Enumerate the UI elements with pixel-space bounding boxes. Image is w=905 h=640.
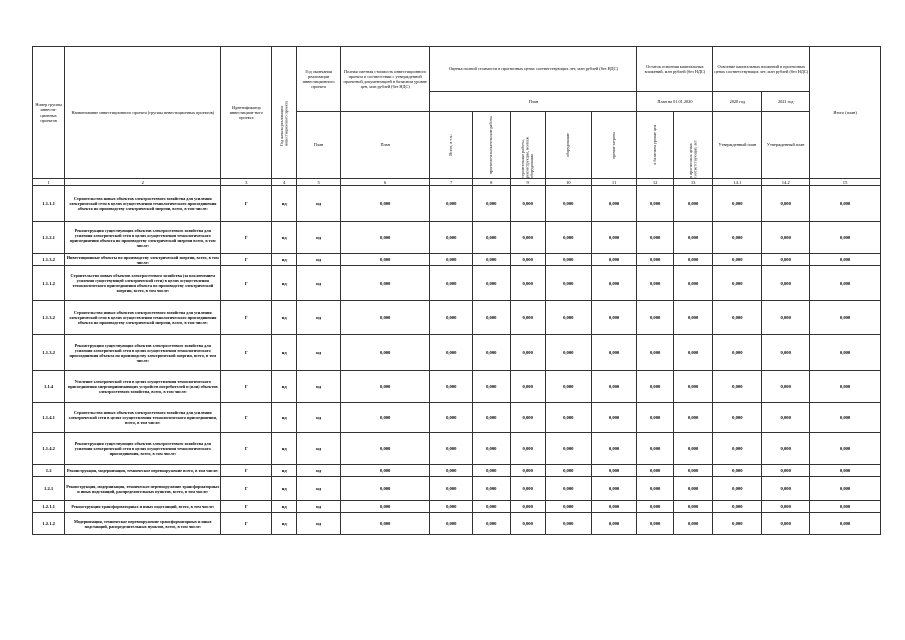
row-value-cell: 0,000	[637, 254, 673, 266]
row-value-cell: 0,000	[713, 186, 762, 222]
row-id-cell: Г	[221, 301, 272, 335]
column-index: 13	[673, 179, 713, 186]
column-index: 2	[65, 179, 221, 186]
row-value-cell: 0,000	[713, 335, 762, 371]
row-value-cell: 0,000	[673, 477, 713, 501]
row-year-end-cell: нд	[297, 301, 341, 335]
header-group-number: Номер группы инвести-ционных проектов	[33, 47, 65, 179]
row-value-cell: 0,000	[340, 266, 429, 301]
row-value-cell: 0,000	[762, 501, 810, 513]
table-row	[33, 301, 881, 335]
row-value-cell: 0,000	[762, 371, 810, 403]
row-value-cell: 0,000	[637, 186, 673, 222]
row-value-cell: 0,000	[673, 433, 713, 465]
row-value-cell: 0,000	[637, 301, 673, 335]
investment-program-table-page	[32, 46, 881, 535]
row-value-cell: 0,000	[545, 477, 591, 501]
row-value-cell: 0,000	[510, 477, 545, 501]
row-value-cell: 0,000	[762, 222, 810, 254]
header-full-cost: Полная сметная стоимость инвестиционного проекта в соответствии с утвержденной проектной документацией в базисном уровне цен, млн рублей (без НДС)	[340, 47, 429, 112]
row-year-start-cell: нд	[272, 335, 297, 371]
row-value-cell: 0,000	[713, 301, 762, 335]
row-value-cell: 0,000	[510, 186, 545, 222]
row-year-start-cell: нд	[272, 501, 297, 513]
row-value-cell: 0,000	[810, 433, 881, 465]
table-row	[33, 465, 881, 477]
row-value-cell: 0,000	[762, 301, 810, 335]
row-value-cell: 0,000	[473, 477, 510, 501]
row-name-cell: Строительство новых объектов электросетевого хозяйства (за исключением усиления существующей электрической сети) в целях осуществления технологического присоединения объекта по производству электрической энергии, всего, в том числе:	[65, 266, 221, 301]
row-value-cell: 0,000	[473, 513, 510, 535]
row-value-cell: 0,000	[473, 465, 510, 477]
row-value-cell: 0,000	[637, 465, 673, 477]
header-residual-plan: План на 01.01.2020	[637, 92, 713, 112]
row-value-cell: 0,000	[591, 465, 637, 477]
row-value-cell: 0,000	[473, 222, 510, 254]
row-value-cell: 0,000	[340, 403, 429, 433]
row-value-cell: 0,000	[473, 433, 510, 465]
row-value-cell: 0,000	[591, 371, 637, 403]
column-index: 11	[591, 179, 637, 186]
table-row	[33, 254, 881, 266]
row-value-cell: 0,000	[510, 371, 545, 403]
row-value-cell: 0,000	[637, 335, 673, 371]
row-value-cell: 0,000	[340, 301, 429, 335]
header-res-total	[637, 112, 673, 179]
row-year-start-cell: нд	[272, 433, 297, 465]
header-est-total-text: Всего, в т.ч.:	[447, 134, 453, 156]
row-year-end-cell: нд	[297, 266, 341, 301]
row-value-cell: 0,000	[473, 371, 510, 403]
row-value-cell: 0,000	[510, 501, 545, 513]
row-value-cell: 0,000	[545, 465, 591, 477]
row-name-cell: Реконструкция, модернизация, техническое перевооружение всего, в том числе:	[65, 465, 221, 477]
row-year-end-cell: нд	[297, 371, 341, 403]
row-value-cell: 0,000	[713, 222, 762, 254]
row-year-start-cell: нд	[272, 477, 297, 501]
row-value-cell: 0,000	[430, 222, 473, 254]
header-year-start-text: Год начала реализации инвестиционного проекта	[278, 100, 289, 146]
row-value-cell: 0,000	[545, 433, 591, 465]
row-value-cell: 0,000	[591, 301, 637, 335]
row-value-cell: 0,000	[545, 254, 591, 266]
row-value-cell: 0,000	[340, 477, 429, 501]
investment-program-table	[32, 46, 881, 535]
row-value-cell: 0,000	[673, 186, 713, 222]
row-value-cell: 0,000	[430, 477, 473, 501]
row-value-cell: 0,000	[510, 465, 545, 477]
row-value-cell: 0,000	[510, 403, 545, 433]
row-value-cell: 0,000	[810, 335, 881, 371]
row-year-start-cell: нд	[272, 254, 297, 266]
header-invest: Освоение капитальных вложений в прогнозных ценах соответствующих лет, млн рублей (без НДС)	[713, 47, 810, 92]
row-value-cell: 0,000	[430, 335, 473, 371]
row-year-start-cell: нд	[272, 513, 297, 535]
header-res-forecast-text: в прогнозных ценах соответствующих лет	[687, 140, 698, 178]
row-value-cell: 0,000	[591, 513, 637, 535]
row-year-start-cell: нд	[272, 403, 297, 433]
row-year-start-cell: нд	[272, 222, 297, 254]
table-row	[33, 513, 881, 535]
table-row	[33, 477, 881, 501]
row-id-cell: Г	[221, 371, 272, 403]
header-estimate: Оценка полной стоимости в прогнозных ценах соответствующих лет, млн рублей (без НДС)	[430, 47, 637, 92]
header-est-equip-text: оборудование	[564, 133, 570, 157]
row-id-cell: Г	[221, 335, 272, 371]
row-value-cell: 0,000	[510, 335, 545, 371]
header-est-total	[430, 112, 473, 179]
row-code-cell: 1.1.4.1	[33, 403, 65, 433]
header-year-2020: 2020 год	[713, 92, 762, 112]
row-value-cell: 0,000	[340, 501, 429, 513]
row-value-cell: 0,000	[473, 501, 510, 513]
header-residual: Остаток освоения капитальных вложений, млн рублей (без НДС)	[637, 47, 713, 92]
header-approved-2020: Утвержденный план	[713, 112, 762, 179]
row-value-cell: 0,000	[762, 465, 810, 477]
row-value-cell: 0,000	[713, 501, 762, 513]
row-value-cell: 0,000	[591, 477, 637, 501]
row-value-cell: 0,000	[430, 403, 473, 433]
row-name-cell: Инвестиционные объекты по производству электрической энергии, всего, в том числе:	[65, 254, 221, 266]
header-approved-2021: Утвержденный план	[762, 112, 810, 179]
row-code-cell: 1.1.3.2	[33, 254, 65, 266]
row-value-cell: 0,000	[473, 403, 510, 433]
row-code-cell: 1.1.3.2	[33, 301, 65, 335]
row-id-cell: Г	[221, 433, 272, 465]
row-value-cell: 0,000	[637, 477, 673, 501]
row-value-cell: 0,000	[713, 254, 762, 266]
row-value-cell: 0,000	[340, 465, 429, 477]
row-year-end-cell: нд	[297, 513, 341, 535]
row-code-cell: 1.1.1.2	[33, 266, 65, 301]
row-value-cell: 0,000	[673, 371, 713, 403]
row-year-start-cell: нд	[272, 186, 297, 222]
row-value-cell: 0,000	[340, 371, 429, 403]
row-value-cell: 0,000	[637, 433, 673, 465]
row-year-end-cell: нд	[297, 501, 341, 513]
row-value-cell: 0,000	[762, 403, 810, 433]
table-row	[33, 433, 881, 465]
row-value-cell: 0,000	[810, 465, 881, 477]
row-value-cell: 0,000	[510, 254, 545, 266]
row-value-cell: 0,000	[545, 501, 591, 513]
row-value-cell: 0,000	[591, 501, 637, 513]
row-code-cell: 1.1.4.2	[33, 433, 65, 465]
row-name-cell: Реконструкция трансформаторных и иных подстанций, всего, в том числе:	[65, 501, 221, 513]
row-value-cell: 0,000	[510, 266, 545, 301]
header-est-smr	[510, 112, 545, 179]
row-year-start-cell: нд	[272, 371, 297, 403]
row-code-cell: 1.2.1.1	[33, 501, 65, 513]
row-value-cell: 0,000	[473, 335, 510, 371]
row-year-start-cell: нд	[272, 266, 297, 301]
row-value-cell: 0,000	[673, 301, 713, 335]
row-code-cell: 1.1.3.2	[33, 335, 65, 371]
row-value-cell: 0,000	[673, 465, 713, 477]
row-value-cell: 0,000	[713, 266, 762, 301]
header-est-other-text: прочие затраты	[610, 131, 616, 159]
row-id-cell: Г	[221, 513, 272, 535]
row-value-cell: 0,000	[340, 186, 429, 222]
row-value-cell: 0,000	[430, 186, 473, 222]
row-code-cell: 1.1.4	[33, 371, 65, 403]
row-value-cell: 0,000	[673, 266, 713, 301]
column-index: 9	[510, 179, 545, 186]
row-value-cell: 0,000	[545, 403, 591, 433]
row-name-cell: Реконструкция существующих объектов электросетевого хозяйства для усиления электрической сети в целях осуществления технологического присоединения объекта по производству электрической энергии всего, в том числе:	[65, 222, 221, 254]
row-value-cell: 0,000	[545, 266, 591, 301]
row-value-cell: 0,000	[430, 371, 473, 403]
row-value-cell: 0,000	[510, 513, 545, 535]
row-value-cell: 0,000	[340, 254, 429, 266]
column-index: 12	[637, 179, 673, 186]
row-code-cell: 1.1.1.1	[33, 186, 65, 222]
row-value-cell: 0,000	[762, 186, 810, 222]
table-row	[33, 501, 881, 513]
row-value-cell: 0,000	[591, 254, 637, 266]
row-id-cell: Г	[221, 254, 272, 266]
row-year-end-cell: нд	[297, 403, 341, 433]
row-code-cell: 1.1.2.1	[33, 222, 65, 254]
row-value-cell: 0,000	[673, 513, 713, 535]
row-value-cell: 0,000	[545, 335, 591, 371]
row-value-cell: 0,000	[430, 301, 473, 335]
column-index: 7	[430, 179, 473, 186]
row-name-cell: Модернизация, техническое перевооружение трансформаторных и иных подстанций, распределительных пунктов, всего, в том числе:	[65, 513, 221, 535]
row-value-cell: 0,000	[810, 186, 881, 222]
column-index: 5	[297, 179, 341, 186]
row-value-cell: 0,000	[591, 222, 637, 254]
row-value-cell: 0,000	[810, 222, 881, 254]
row-value-cell: 0,000	[762, 254, 810, 266]
row-value-cell: 0,000	[473, 186, 510, 222]
header-project-name: Наименование инвестиционного проекта (группы инвестиционных проектов)	[65, 47, 221, 179]
column-index: 3	[221, 179, 272, 186]
table-body	[33, 186, 881, 535]
header-est-other	[591, 112, 637, 179]
table-header	[33, 47, 881, 186]
row-year-end-cell: нд	[297, 254, 341, 266]
row-value-cell: 0,000	[713, 371, 762, 403]
row-year-end-cell: нд	[297, 335, 341, 371]
row-value-cell: 0,000	[637, 222, 673, 254]
row-value-cell: 0,000	[810, 513, 881, 535]
header-res-total-text: в базисном уровне цен	[651, 125, 657, 165]
row-value-cell: 0,000	[591, 335, 637, 371]
row-value-cell: 0,000	[545, 301, 591, 335]
row-value-cell: 0,000	[430, 501, 473, 513]
header-year-end-plan: План	[297, 112, 341, 179]
column-index: 14.1	[713, 179, 762, 186]
header-year-end: Год окончания реализации инвестиционного проекта	[297, 47, 341, 112]
row-year-start-cell: нд	[272, 465, 297, 477]
row-value-cell: 0,000	[545, 222, 591, 254]
row-value-cell: 0,000	[673, 254, 713, 266]
row-year-end-cell: нд	[297, 186, 341, 222]
row-id-cell: Г	[221, 403, 272, 433]
row-value-cell: 0,000	[810, 477, 881, 501]
column-index-row	[33, 179, 881, 186]
table-row	[33, 371, 881, 403]
row-code-cell: 1.2.1.2	[33, 513, 65, 535]
header-est-pir	[473, 112, 510, 179]
row-value-cell: 0,000	[713, 403, 762, 433]
row-value-cell: 0,000	[713, 433, 762, 465]
row-year-end-cell: нд	[297, 477, 341, 501]
row-value-cell: 0,000	[673, 335, 713, 371]
row-value-cell: 0,000	[637, 501, 673, 513]
row-value-cell: 0,000	[545, 371, 591, 403]
header-res-forecast	[673, 112, 713, 179]
row-value-cell: 0,000	[340, 433, 429, 465]
row-value-cell: 0,000	[340, 513, 429, 535]
row-value-cell: 0,000	[430, 513, 473, 535]
row-value-cell: 0,000	[810, 501, 881, 513]
row-value-cell: 0,000	[637, 266, 673, 301]
row-value-cell: 0,000	[430, 433, 473, 465]
row-value-cell: 0,000	[430, 266, 473, 301]
row-value-cell: 0,000	[673, 403, 713, 433]
row-value-cell: 0,000	[810, 371, 881, 403]
column-index: 1	[33, 179, 65, 186]
table-row	[33, 335, 881, 371]
header-est-equip	[545, 112, 591, 179]
row-name-cell: Строительство новых объектов электросетевого хозяйства для усиления электрической сети в целях осуществления технологического присоединения объекта по производству электрической энергии, всего, в том числе:	[65, 186, 221, 222]
row-value-cell: 0,000	[810, 254, 881, 266]
header-est-pir-text: проектно-изыскательские работы	[487, 115, 493, 175]
row-value-cell: 0,000	[637, 513, 673, 535]
header-project-id: Идентификатор инвестицион-ного проекта	[221, 47, 272, 179]
row-value-cell: 0,000	[713, 513, 762, 535]
row-value-cell: 0,000	[430, 254, 473, 266]
header-est-smr-text: строительные работы, реконструкция, монтаж оборудования	[519, 136, 534, 178]
row-id-cell: Г	[221, 186, 272, 222]
row-id-cell: Г	[221, 477, 272, 501]
header-year-2021: 2021 год	[762, 92, 810, 112]
row-year-end-cell: нд	[297, 433, 341, 465]
column-index: 6	[340, 179, 429, 186]
row-year-end-cell: нд	[297, 222, 341, 254]
row-value-cell: 0,000	[591, 186, 637, 222]
row-value-cell: 0,000	[810, 403, 881, 433]
row-name-cell: Строительство новых объектов электросетевого хозяйства для усиления электрической сети в целях осуществления технологического присоединения, всего, в том числе:	[65, 403, 221, 433]
table-row	[33, 266, 881, 301]
header-year-start	[272, 47, 297, 179]
row-name-cell: Реконструкция существующих объектов электросетевого хозяйства для усиления электрической сети в целях осуществления технологического присоединения объекта по производству электрической энергии, всего, в том числе:	[65, 335, 221, 371]
row-value-cell: 0,000	[673, 501, 713, 513]
header-total: Итого (план)	[810, 47, 881, 179]
row-name-cell: Строительство новых объектов электросетевого хозяйства для усиления электрической сети в целях осуществления технологического присоединения объекта по производству электрической энергии, всего, в том числе:	[65, 301, 221, 335]
row-value-cell: 0,000	[510, 222, 545, 254]
column-index: 10	[545, 179, 591, 186]
row-name-cell: Усиление электрической сети в целях осуществления технологического присоединения энергопринимающих устройств потребителей и (или) объектов электросетевого хозяйства, всего, в том числе:	[65, 371, 221, 403]
row-value-cell: 0,000	[762, 513, 810, 535]
row-value-cell: 0,000	[473, 301, 510, 335]
row-id-cell: Г	[221, 465, 272, 477]
row-value-cell: 0,000	[340, 335, 429, 371]
row-value-cell: 0,000	[762, 433, 810, 465]
row-value-cell: 0,000	[510, 433, 545, 465]
row-value-cell: 0,000	[473, 266, 510, 301]
row-value-cell: 0,000	[637, 371, 673, 403]
row-value-cell: 0,000	[430, 465, 473, 477]
row-code-cell: 1.2	[33, 465, 65, 477]
row-value-cell: 0,000	[473, 254, 510, 266]
row-year-end-cell: нд	[297, 465, 341, 477]
row-year-start-cell: нд	[272, 301, 297, 335]
row-value-cell: 0,000	[762, 266, 810, 301]
row-value-cell: 0,000	[510, 301, 545, 335]
row-value-cell: 0,000	[637, 403, 673, 433]
row-name-cell: Реконструкция существующих объектов электросетевого хозяйства для усиления электрической сети в целях осуществления технологического присоединения, всего, в том числе:	[65, 433, 221, 465]
column-index: 14.2	[762, 179, 810, 186]
row-id-cell: Г	[221, 266, 272, 301]
row-value-cell: 0,000	[673, 222, 713, 254]
row-value-cell: 0,000	[713, 465, 762, 477]
row-name-cell: Реконструкция, модернизация, техническое перевооружение трансформаторных и иных подстанций, распределительных пунктов, всего, в том числе:	[65, 477, 221, 501]
table-row	[33, 403, 881, 433]
column-index: 4	[272, 179, 297, 186]
row-id-cell: Г	[221, 222, 272, 254]
row-value-cell: 0,000	[591, 266, 637, 301]
row-value-cell: 0,000	[762, 335, 810, 371]
header-estimate-plan: План	[430, 92, 637, 112]
row-value-cell: 0,000	[591, 433, 637, 465]
table-row	[33, 186, 881, 222]
row-id-cell: Г	[221, 501, 272, 513]
column-index: 15	[810, 179, 881, 186]
row-value-cell: 0,000	[545, 186, 591, 222]
row-code-cell: 1.2.1	[33, 477, 65, 501]
row-value-cell: 0,000	[340, 222, 429, 254]
row-value-cell: 0,000	[713, 477, 762, 501]
row-value-cell: 0,000	[591, 403, 637, 433]
column-index: 8	[473, 179, 510, 186]
table-row	[33, 222, 881, 254]
header-full-cost-plan: План	[340, 112, 429, 179]
row-value-cell: 0,000	[810, 266, 881, 301]
row-value-cell: 0,000	[545, 513, 591, 535]
row-value-cell: 0,000	[810, 301, 881, 335]
row-value-cell: 0,000	[762, 477, 810, 501]
